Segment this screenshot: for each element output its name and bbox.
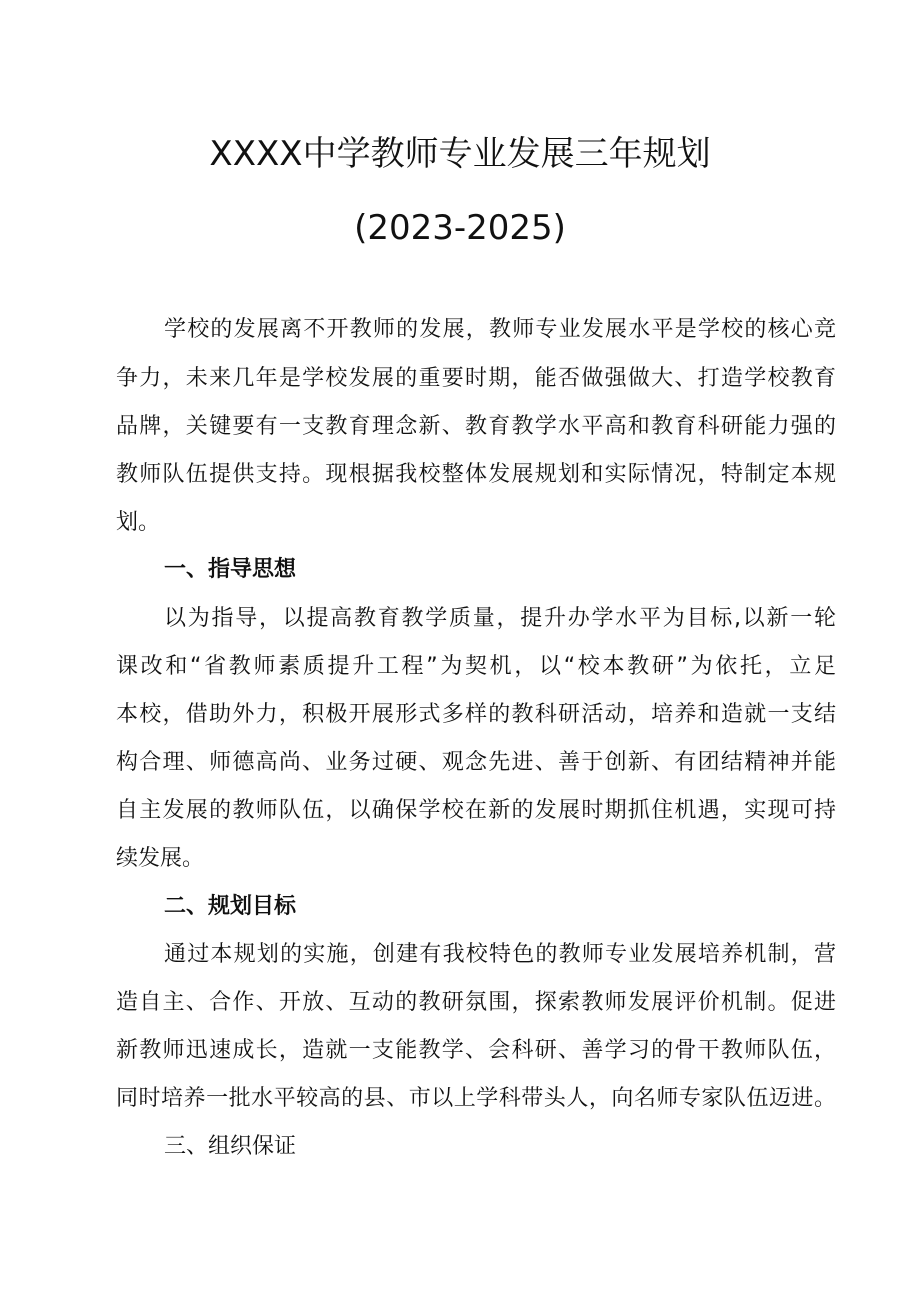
section2-line: 新教师迅速成长，造就一支能教学、会科研、善学习的骨干教师队伍， xyxy=(116,1038,836,1063)
section1-heading: 一、指导思想 xyxy=(164,557,297,582)
intro-line: 品牌，关键要有一支教育理念新、教育教学水平高和教育科研能力强的 xyxy=(116,414,836,439)
section1-line: 课改和“省教师素质提升工程”为契机，以“校本教研”为依托，立足 xyxy=(116,654,836,679)
section1-line: 续发展。 xyxy=(116,846,205,871)
document-subtitle: (2023-2025) xyxy=(354,208,566,248)
document-title: XXXX中学教师专业发展三年规划 xyxy=(209,134,711,174)
section2-line: 造自主、合作、开放、互动的教研氛围，探索教师发展评价机制。促进 xyxy=(116,990,836,1015)
section2-line: 通过本规划的实施，创建有我校特色的教师专业发展培养机制，营 xyxy=(164,942,836,967)
section1-line: 自主发展的教师队伍，以确保学校在新的发展时期抓住机遇，实现可持 xyxy=(116,798,836,823)
section2-heading: 二、规划目标 xyxy=(164,894,297,919)
intro-line: 划。 xyxy=(116,510,161,535)
section1-line: 本校，借助外力，积极开展形式多样的教科研活动，培养和造就一支结 xyxy=(116,702,836,727)
section2-line: 同时培养一批水平较高的县、市以上学科带头人，向名师专家队伍迈进。 xyxy=(116,1086,836,1111)
section1-line: 构合理、师德高尚、业务过硬、观念先进、善于创新、有团结精神并能 xyxy=(116,750,836,775)
intro-line: 教师队伍提供支持。现根据我校整体发展规划和实际情况，特制定本规 xyxy=(116,462,836,487)
section1-line: 以为指导，以提高教育教学质量，提升办学水平为目标,以新一轮 xyxy=(164,606,836,631)
section3-heading: 三、组织保证 xyxy=(164,1134,297,1159)
intro-line: 学校的发展离不开教师的发展，教师专业发展水平是学校的核心竞 xyxy=(164,317,836,342)
intro-line: 争力，未来几年是学校发展的重要时期，能否做强做大、打造学校教育 xyxy=(116,366,836,391)
